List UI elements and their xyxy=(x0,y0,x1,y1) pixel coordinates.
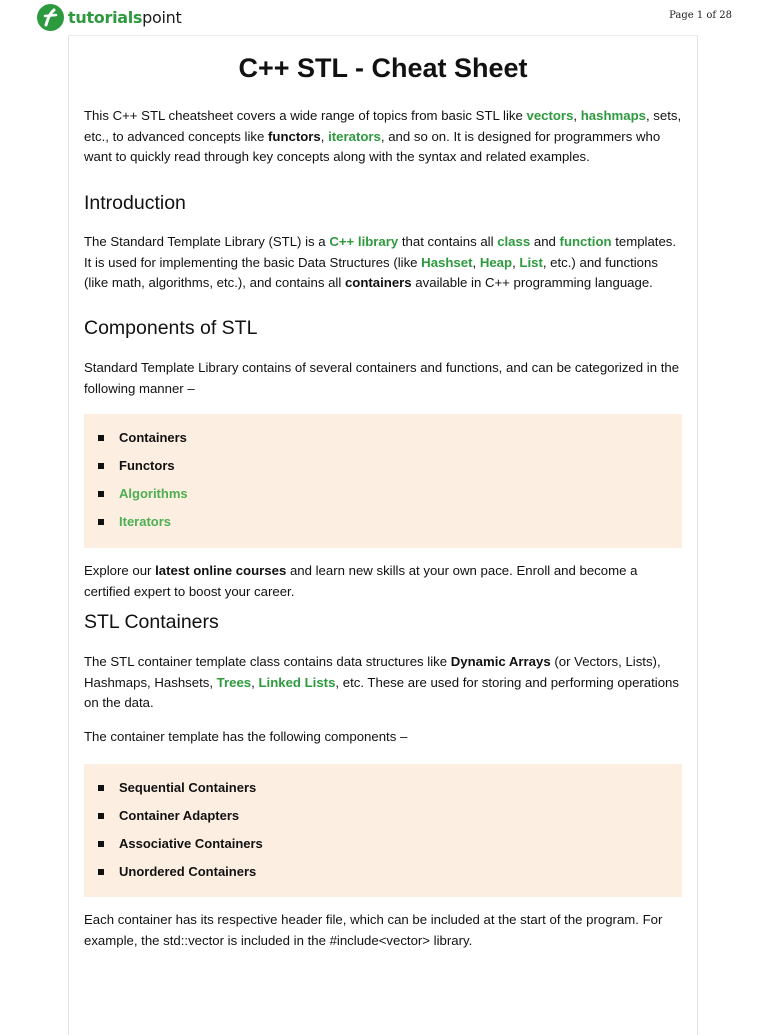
link-iterators[interactable]: iterators xyxy=(328,128,381,144)
stl-containers-paragraph: The STL container template class contains data structures like Dynamic Arrays (or Vectors, Lists), Hashmaps, Hashsets, Trees, Linked Lists, etc. These are used for storing and performing operations on the data. xyxy=(84,654,679,710)
link-cpp-library[interactable]: C++ library xyxy=(329,234,399,249)
latest-courses-text: latest online courses xyxy=(155,563,287,578)
bullet-square-icon xyxy=(98,491,104,497)
list-item: Containers xyxy=(98,430,187,446)
link-linked-lists[interactable]: Linked Lists xyxy=(258,674,336,690)
link-hashset[interactable]: Hashset xyxy=(421,254,473,270)
intro-paragraph: This C++ STL cheatsheet covers a wide range of topics from basic STL like vectors, hashmaps, sets, etc., to advanced concepts like functors, iterators, and so on. It is designed for programmers who want to quickly read through key concepts along with the syntax and related examples. xyxy=(84,108,682,164)
list-item: Unordered Containers xyxy=(98,864,256,880)
list-item: Container Adapters xyxy=(98,808,239,824)
explore-paragraph: Explore our latest online courses and learn new skills at your own pace. Enroll and become a certified expert to boost your career. xyxy=(84,563,638,599)
link-list[interactable]: List xyxy=(519,254,543,270)
link-vectors[interactable]: vectors xyxy=(526,108,574,123)
brand-name: tutorialspoint xyxy=(68,7,182,27)
list-item: Functors xyxy=(98,458,175,474)
bullet-square-icon xyxy=(98,785,104,791)
list-item: Sequential Containers xyxy=(98,780,256,796)
heading-components-of-stl: Components of STL xyxy=(84,317,258,339)
brand-logo[interactable] xyxy=(37,3,181,31)
link-heap[interactable]: Heap xyxy=(479,254,513,270)
document-page xyxy=(68,35,698,1035)
bullet-square-icon xyxy=(98,869,104,875)
bullet-square-icon xyxy=(98,463,104,469)
tutorialspoint-logo-icon xyxy=(37,4,64,31)
page-title: C++ STL - Cheat Sheet xyxy=(238,53,528,83)
list-item-link[interactable]: Iterators xyxy=(98,514,171,530)
bullet-square-icon xyxy=(98,519,104,525)
link-class[interactable]: class xyxy=(497,234,531,249)
link-function[interactable]: function xyxy=(559,234,612,249)
link-trees[interactable]: Trees xyxy=(216,674,252,690)
components-list-box xyxy=(84,414,682,548)
heading-stl-containers: STL Containers xyxy=(84,611,219,633)
closing-paragraph: Each container has its respective header file, which can be included at the start of the program. For example, the std::vector is included in the #include<vector> library. xyxy=(84,912,663,948)
containers-list-box xyxy=(84,764,682,897)
heading-introduction: Introduction xyxy=(84,192,186,214)
components-paragraph: Standard Template Library contains of several containers and functions, and can be categorized in the following manner – xyxy=(84,360,680,396)
bullet-square-icon xyxy=(98,841,104,847)
page-indicator: Page 1 of 28 xyxy=(669,10,732,21)
link-hashmaps[interactable]: hashmaps xyxy=(580,108,646,123)
list-item: Associative Containers xyxy=(98,836,263,852)
introduction-paragraph: The Standard Template Library (STL) is a C++ library that contains all class and function templates. It is used for implementing the basic Data Structures (like Hashset, Heap, List, etc.) and functions (like math, algorithms, etc.), and contains all containers available in C++ programming language. xyxy=(84,234,677,290)
bullet-square-icon xyxy=(98,813,104,819)
list-item-link[interactable]: Algorithms xyxy=(98,486,188,502)
container-components-paragraph: The container template has the following components – xyxy=(84,729,408,744)
bullet-square-icon xyxy=(98,435,104,441)
